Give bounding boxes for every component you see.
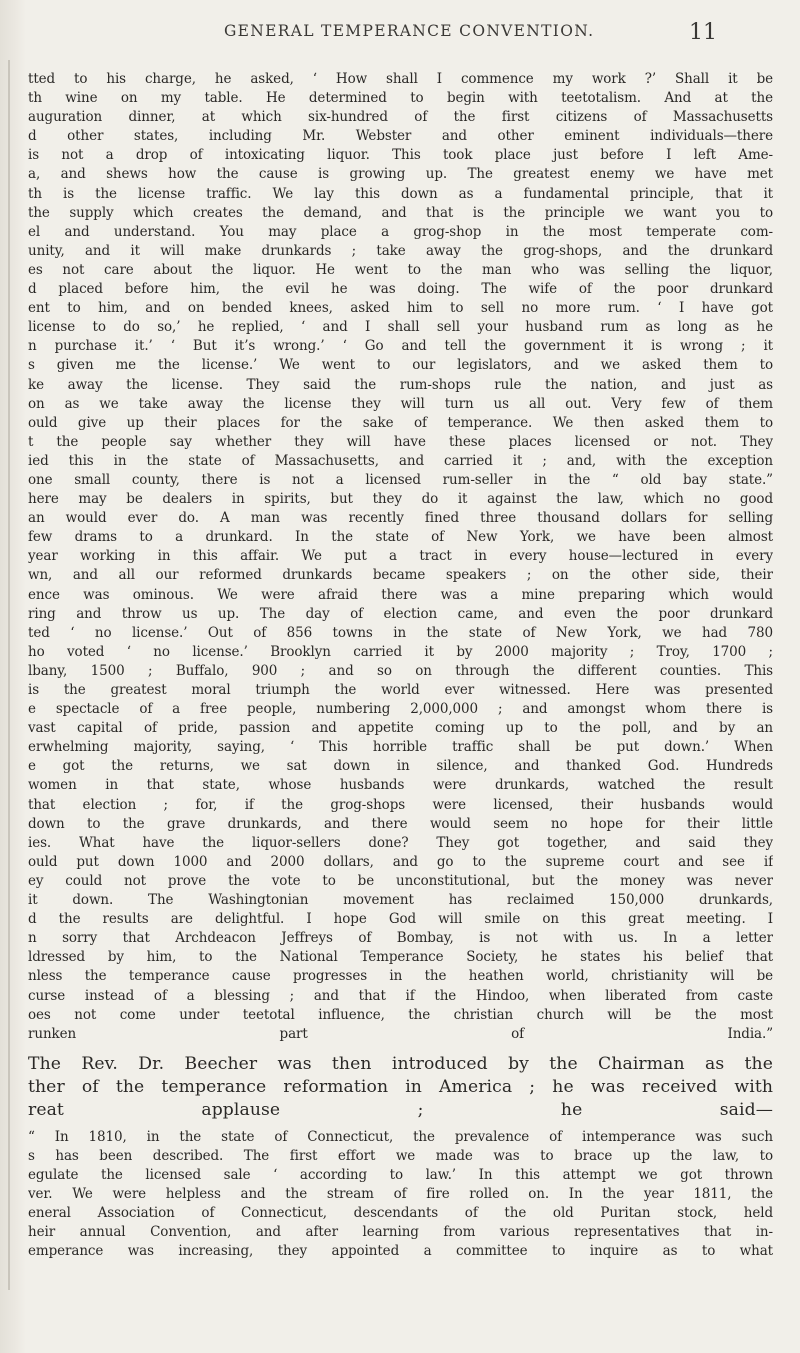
text-line: lbany, 1500 ; Buffalo, 900 ; and so on through the different counties. This: [28, 662, 773, 679]
text-line: a, and shews how the cause is growing up. The greatest enemy we have met: [28, 166, 773, 183]
text-line: tted to his charge, he asked, ‘ How shall I commence my work ?’ Shall it be: [28, 71, 773, 87]
text-line: license to do so,’ he replied, ‘ and I shall sell your husband rum as long as he: [28, 319, 773, 336]
text-line: unity, and it will make drunkards ; take away the grog-shops, and the drunkard: [28, 242, 773, 259]
text-line: d the results are delightful. I hope God will smile on this great meeting. I: [28, 911, 773, 928]
text-line: th is the license traffic. We lay this down as a fundamental principle, that it: [28, 185, 773, 202]
text-line: women in that state, whose husbands were drunkards, watched the result: [28, 777, 773, 794]
text-line: ied this in the state of Massachusetts, and carried it ; and, with the exception: [28, 452, 773, 469]
intro-paragraph: [28, 1053, 773, 1122]
text-line: on as we take away the license they will turn us all out. Very few of them: [28, 395, 773, 412]
text-line: ies. What have the liquor-sellers done? They got together, and said they: [28, 834, 773, 851]
text-line: one small county, there is not a licensed rum-seller in the “ old bay state.”: [28, 471, 773, 488]
speech-paragraph: [28, 1128, 773, 1262]
text-line: reat applause ; he said—: [28, 1099, 773, 1120]
text-line: ther of the temperance reformation in America ; he was received with: [28, 1076, 773, 1097]
text-line: erwhelming majority, saying, ‘ This horrible traffic shall be put down.’ When: [28, 739, 773, 756]
text-line: is not a drop of intoxicating liquor. This took place just before I left Ame-: [28, 147, 773, 164]
text-line: curse instead of a blessing ; and that if the Hindoo, when liberated from caste: [28, 987, 773, 1004]
text-line: ey could not prove the vote to be unconstitutional, but the money was never: [28, 872, 773, 889]
text-line: n sorry that Archdeacon Jeffreys of Bombay, is not with us. In a letter: [28, 930, 773, 947]
text-line: down to the grave drunkards, and there would seem no hope for their little: [28, 815, 773, 832]
text-line: es not care about the liquor. He went to the man who was selling the liquor,: [28, 261, 773, 278]
running-head: GENERAL TEMPERANCE CONVENTION.: [224, 22, 595, 40]
text-line: ence was ominous. We were afraid there was a mine preparing which would: [28, 586, 773, 603]
text-line: ho voted ‘ no license.’ Brooklyn carried it by 2000 majority ; Troy, 1700 ;: [28, 643, 773, 660]
text-line: runken part of India.”: [28, 1025, 773, 1042]
text-line: it down. The Washingtonian movement has reclaimed 150,000 drunkards,: [28, 892, 773, 909]
text-line: emperance was increasing, they appointed a committee to inquire as to what: [28, 1243, 773, 1260]
text-line: few drams to a drunkard. In the state of New York, we have been almost: [28, 529, 773, 546]
text-line: s has been described. The first effort we made was to brace up the law, to: [28, 1147, 773, 1164]
text-line: ldressed by him, to the National Temperance Society, he states his belief that: [28, 949, 773, 966]
text-line: el and understand. You may place a grog-shop in the most temperate com-: [28, 223, 773, 240]
text-line: e got the returns, we sat down in silence, and thanked God. Hundreds: [28, 758, 773, 775]
text-line: ring and throw us up. The day of election came, and even the poor drunkard: [28, 605, 773, 622]
text-line: s given me the license.’ We went to our legislators, and we asked them to: [28, 357, 773, 374]
text-line: auguration dinner, at which six-hundred of the first citizens of Massachusetts: [28, 109, 773, 126]
text-line: ver. We were helpless and the stream of fire rolled on. In the year 1811, the: [28, 1186, 773, 1203]
text-line: ent to him, and on bended knees, asked him to sell no more rum. ‘ I have got: [28, 300, 773, 317]
page-number: 11: [689, 20, 717, 45]
text-line: nless the temperance cause progresses in the heathen world, christianity will be: [28, 968, 773, 985]
text-line: ted ‘ no license.’ Out of 856 towns in the state of New York, we had 780: [28, 624, 773, 641]
text-line: heir annual Convention, and after learning from various representatives that in-: [28, 1224, 773, 1241]
text-line: an would ever do. A man was recently fined three thousand dollars for selling: [28, 510, 773, 527]
text-line: n purchase it.’ ‘ But it’s wrong.’ ‘ Go and tell the government it is wrong ; it: [28, 338, 773, 355]
text-line: ould put down 1000 and 2000 dollars, and go to the supreme court and see if: [28, 853, 773, 870]
text-line: vast capital of pride, passion and appetite coming up to the poll, and by an: [28, 720, 773, 737]
text-line: oes not come under teetotal influence, the christian church will be the most: [28, 1006, 773, 1023]
text-line: is the greatest moral triumph the world ever witnessed. Here was presented: [28, 682, 773, 698]
text-line: egulate the licensed sale ‘ according to law.’ In this attempt we got thrown: [28, 1166, 773, 1183]
quote-paragraph: [28, 70, 773, 1044]
text-line: here may be dealers in spirits, but they do it against the law, which no good: [28, 491, 773, 508]
text-line: d placed before him, the evil he was doing. The wife of the poor drunkard: [28, 281, 773, 298]
text-line: The Rev. Dr. Beecher was then introduced by the Chairman as the: [28, 1053, 773, 1074]
page-binding-shadow: [0, 0, 26, 1353]
text-line: that election ; for, if the grog-shops were licensed, their husbands would: [28, 796, 773, 813]
text-line: e spectacle of a free people, numbering 2,000,000 ; and amongst whom there is: [28, 701, 773, 718]
text-line: year working in this affair. We put a tract in every house—lectured in every: [28, 548, 773, 565]
binding-line: [8, 60, 10, 1290]
text-line: ould give up their places for the sake of temperance. We then asked them to: [28, 414, 773, 431]
text-line: the supply which creates the demand, and that is the principle we want you to: [28, 204, 773, 221]
text-line: th wine on my table. He determined to begin with teetotalism. And at the: [28, 90, 773, 107]
text-line: “ In 1810, in the state of Connecticut, the prevalence of intemperance was such: [28, 1128, 773, 1145]
page-header: [0, 0, 800, 60]
text-line: ke away the license. They said the rum-shops rule the nation, and just as: [28, 376, 773, 393]
text-line: d other states, including Mr. Webster and other eminent individuals—there: [28, 128, 773, 145]
text-line: eneral Association of Connecticut, descendants of the old Puritan stock, held: [28, 1205, 773, 1222]
text-line: t the people say whether they will have these places licensed or not. They: [28, 433, 773, 450]
text-line: wn, and all our reformed drunkards became speakers ; on the other side, their: [28, 567, 773, 584]
body-text: [28, 70, 773, 1261]
